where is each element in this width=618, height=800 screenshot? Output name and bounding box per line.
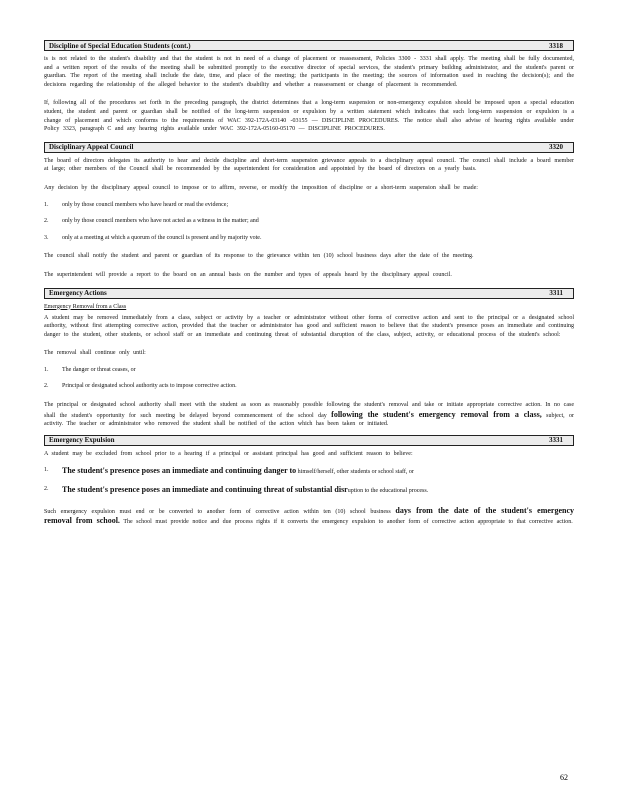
list-item: 1. only by those council members who have heard or read the evidence;	[44, 201, 229, 208]
paragraph: The superintendent will provide a report to the board on an annual basis on the number and types of appeals heard by the disciplinary appeal council.	[44, 271, 452, 278]
paragraph: The board of directors delegates its authority to hear and decide discipline and short-term suspension grievance appeals to a disciplinary appeal council. The council shall include a board member at large; other members of the Council shall be recommended by the superintendent for consideration and appointed by the board of directors on a yearly basis.	[44, 157, 574, 173]
paragraph: If, following all of the procedures set forth in the preceding paragraph, the district determines that a long-term suspension or non-emergency expulsion should be imposed upon a special education student, the student and parent or guardian shall be notified of the long-term suspension or expulsion by a written statement which indicates that such long-term suspension or expulsion is a change of placement and which conforms to the requirements of WAC 392-172A-03140 -03155 — DISCIPLINE PROCEDURES. The notice shall also advise of hearing rights available under Policy 3323, paragraph C and any hearing rights available under WAC 392-172A-05160-05170 — DISCIPLINE PROCEDURES.	[44, 100, 574, 133]
page-number: 62	[560, 773, 568, 782]
section-number: 3331	[549, 436, 563, 445]
list-item: 2. The student's presence poses an immediate and continuing threat of substantial disruption to the educational process.	[44, 485, 429, 495]
section-number: 3311	[549, 289, 563, 297]
section-title: Discipline of Special Education Students (cont.)	[49, 41, 191, 50]
paragraph: A student may be excluded from school prior to a hearing if a principal or assistant principal has good and sufficient reason to believe:	[44, 450, 413, 457]
section-header-3311	[44, 288, 574, 299]
section-header-3320	[44, 142, 574, 153]
section-title: Disciplinary Appeal Council	[49, 143, 134, 152]
paragraph: A student may be removed immediately from a class, subject or activity by a teacher or administrator without other forms of corrective action and sent to the principal or a designated school authority, without first attempting corrective action, provided that the teacher or administrator has good and sufficient reason to believe that the student's presence poses an immediate and continuing danger to the student, other students, or school staff or an immediate and continuing threat of substantial disruption of the class, subject, activity, or educational process of the student's school:	[44, 314, 574, 338]
list-item: 3. only at a meeting at which a quorum of the council is present and by majority vote.	[44, 234, 262, 241]
section-number: 3320	[549, 143, 563, 152]
section-header-3318	[44, 40, 574, 51]
paragraph: Any decision by the disciplinary appeal council to impose or to affirm, reverse, or modify the imposition of discipline or a short-term suspension shall be made:	[44, 184, 478, 191]
section-title: Emergency Expulsion	[49, 436, 115, 445]
list-item: 1. The danger or threat ceases, or	[44, 366, 136, 373]
paragraph: The council shall notify the student and parent or guardian of its response to the grievance within ten (10) school business days after the date of the meeting.	[44, 253, 474, 260]
document-page	[44, 40, 574, 527]
paragraph: The principal or designated school authority shall meet with the student as soon as reasonably possible following the student's removal and take or initiate appropriate corrective action. In no case shall the student's opportunity for such meeting be delayed beyond commencement of the school day following the student's emergency removal from a class, subject, or activity. The teacher or administrator who removed the student shall be notified of the action which has been taken or initiated.	[44, 402, 575, 428]
section-number: 3318	[549, 41, 563, 50]
subheading: Emergency Removal from a Class	[44, 303, 127, 310]
paragraph: The removal shall continue only until:	[44, 350, 146, 357]
section-header-3331	[44, 435, 574, 446]
paragraph: is is not related to the student's disability and that the student is not in need of a change of placement or reassessment, Policies 3300 - 3331 shall apply. The meeting shall be fully documented, and a written report of the results of the meeting shall be submitted promptly to the executive director of special services, the student's primary building administrator, and the student's parent or guardian. The report of the meeting shall include the date, time, and place of the meeting; the participants in the meeting; the sources of information used in reaching the decision(s); and the decisions regarding the relationship of the alleged behavior to the student's disability and whether a reassessment or change of placement is recommended.	[44, 56, 574, 88]
list-item: 2. only by those council members who have not acted as a witness in the matter; and	[44, 218, 259, 225]
paragraph: Such emergency expulsion must end or be converted to another form of corrective action within ten (10) school business days from the date of the student's emergency removal from school. The school must provide notice and due process rights if it converts the emergency expulsion to another form of corrective action appropriate to that corrective action.	[44, 505, 575, 526]
section-title: Emergency Actions	[49, 289, 107, 297]
list-item: 2. Principal or designated school authority acts to impose corrective action.	[44, 383, 237, 390]
list-item: 1. The student's presence poses an immediate and continuing danger to himself/herself, other students or school staff, or	[44, 466, 414, 476]
